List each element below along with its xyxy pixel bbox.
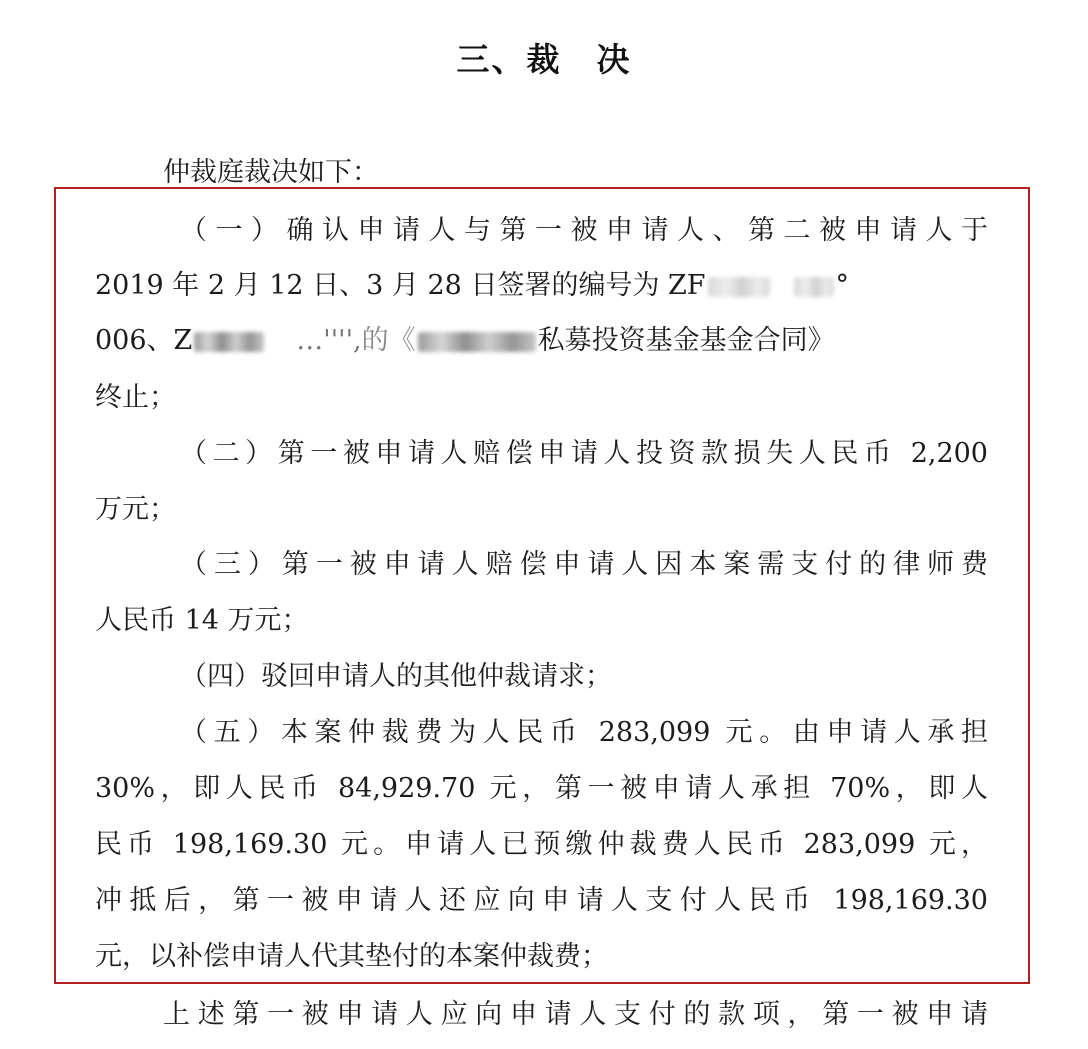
item1-line4: 终止； [95, 382, 176, 413]
section-title: 三、裁 决 [456, 40, 632, 79]
item1-line3-start: 006、Z [95, 325, 193, 356]
item3-line1: （三）第一被申请人赔偿申请人因本案需支付的律师费 [180, 549, 988, 580]
item1-line2-end: ° [835, 270, 850, 301]
intro-text: 仲裁庭裁决如下： [163, 157, 379, 188]
item5-line3: 民币 198,169.30 元。申请人已预缴仲裁费人民币 283,099 元， [95, 829, 988, 860]
redacted-block [794, 277, 834, 297]
item1-line1: （一）确认申请人与第一被申请人、第二被申请人于 [180, 215, 988, 246]
item1-line3-end: 私募投资基金基金合同》 [537, 325, 835, 356]
item5-line5: 元，以补偿申请人代其垫付的本案仲裁费； [95, 941, 608, 972]
item1-line3 [95, 324, 988, 358]
item5-line1: （五）本案仲裁费为人民币 283,099 元。由申请人承担 [180, 717, 988, 748]
item5-line4: 冲抵后，第一被申请人还应向申请人支付人民币 198,169.30 [95, 885, 988, 916]
item1-line2-text: 2019 年 2 月 12 日、3 月 28 日签署的编号为 ZF [95, 270, 706, 301]
item5-line2: 30%，即人民币 84,929.70 元，第一被申请人承担 70%，即人 [95, 773, 988, 804]
redacted-block [708, 277, 770, 297]
item2-line2: 万元； [95, 494, 176, 525]
item2-line1: （二）第一被申请人赔偿申请人投资款损失人民币 2,200 [180, 438, 988, 469]
closing-text: 上述第一被申请人应向申请人支付的款项，第一被申请 [163, 999, 988, 1030]
item1-line3-mid: …'''', [296, 325, 362, 356]
redacted-block [194, 332, 264, 352]
item4-line1: （四）驳回申请人的其他仲裁请求； [180, 661, 612, 692]
highlight-box [54, 187, 1030, 984]
item1-line3-de: 的《 [361, 325, 416, 356]
item1-line2 [95, 269, 988, 303]
redacted-fund-name [418, 332, 536, 352]
item3-line2: 人民币 14 万元； [95, 605, 309, 636]
